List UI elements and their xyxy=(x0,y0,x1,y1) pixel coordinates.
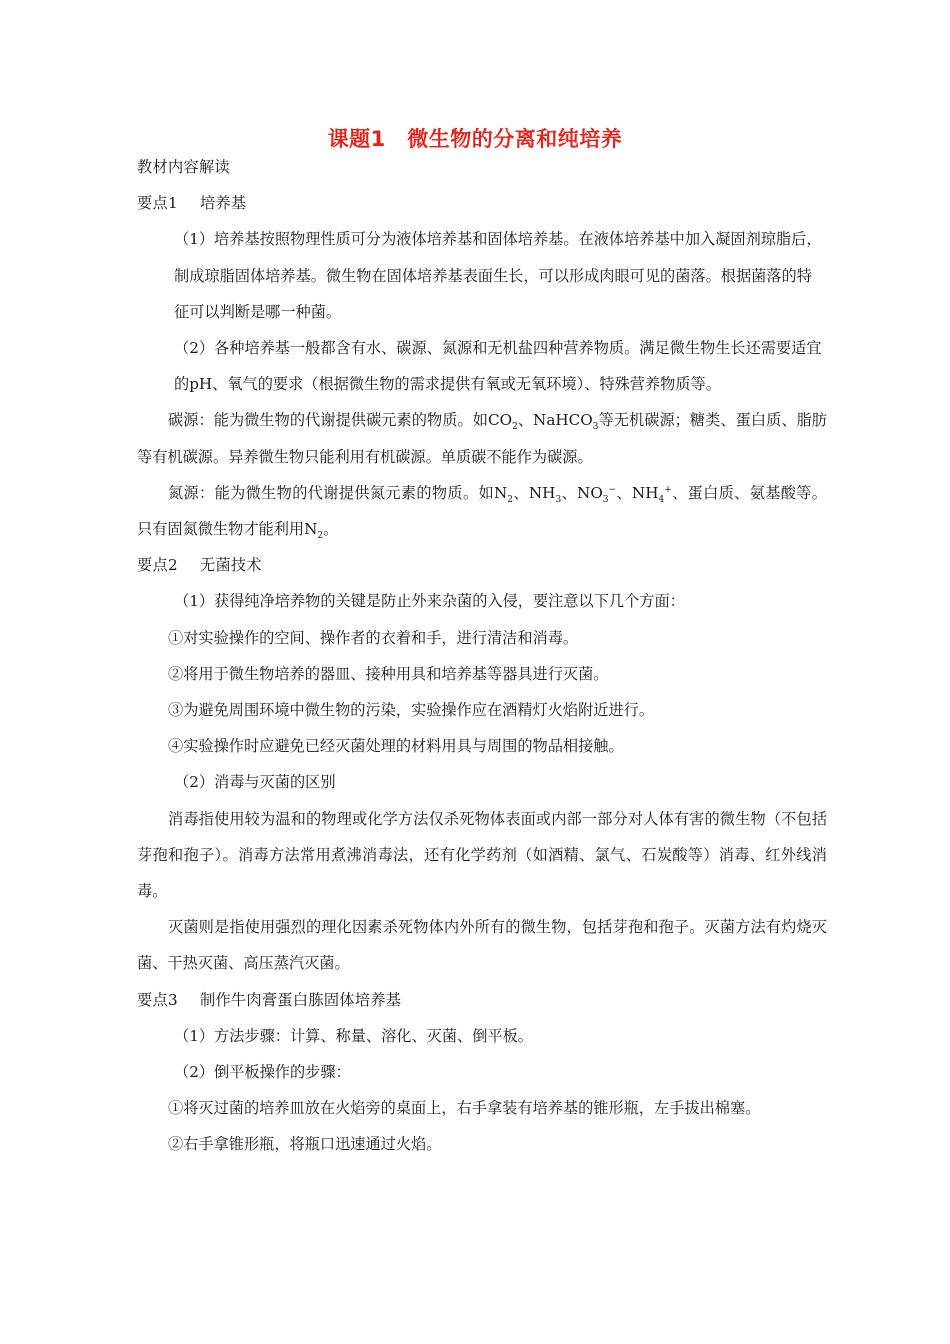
nitrogen-source-paragraph: 氮源：能为微生物的代谢提供氮元素的物质。如$N_2$、$NH_3$、$NO_3^-$、$NH_4^+$、蛋白质、氨基酸等。只有固氮微生物才能利用$N_2$。 xyxy=(137,483,827,542)
point3-label: 要点3 xyxy=(137,990,178,1009)
list-item: ①将灭过菌的培养皿放在火焰旁的桌面上，右手拿装有培养基的锥形瓶，左手拔出棉塞。 xyxy=(168,1099,761,1118)
point3-name: 制作牛肉膏蛋白胨固体培养基 xyxy=(199,990,402,1009)
section-heading: 教材内容解读 xyxy=(137,158,230,176)
point3-heading xyxy=(137,982,827,1018)
page-title: 课题1 微生物的分离和纯培养 xyxy=(327,127,623,151)
point1-label: 要点1 xyxy=(137,194,178,213)
point1-paragraph-2: （2）各种培养基一般都含有水、碳源、氮源和无机盐四种营养物质。满足微生物生长还需要适宜的pH、氧气的要求（根据微生物的需求提供有氧或无氧环境）、特殊营养物质等。 xyxy=(174,339,822,394)
point2-paragraph-2: （2）消毒与灭菌的区别 xyxy=(174,773,336,792)
carbon-source-paragraph: 碳源：能为微生物的代谢提供碳元素的物质。如$CO_2$、NaHCO$_3$等无机碳源；糖类、蛋白质、脂肪等有机碳源。异养微生物只能利用有机碳源。单质碳不能作为碳源。 xyxy=(137,411,827,466)
point2-label: 要点2 xyxy=(137,556,178,575)
list-item: ④实验操作时应避免已经灭菌处理的材料用具与周围的物品相接触。 xyxy=(168,737,624,756)
point1-heading xyxy=(137,185,827,221)
list-item: ②右手拿锥形瓶，将瓶口迅速通过火焰。 xyxy=(168,1135,442,1154)
list-item: ③为避免周围环境中微生物的污染，实验操作应在酒精灯火焰附近进行。 xyxy=(168,701,654,720)
point3-paragraph-1: （1）方法步骤：计算、称量、溶化、灭菌、倒平板。 xyxy=(174,1026,533,1045)
point1-name: 培养基 xyxy=(199,194,247,213)
point3-paragraph-2: （2）倒平板操作的步骤： xyxy=(174,1063,351,1082)
list-item: ②将用于微生物培养的器皿、接种用具和培养基等器具进行灭菌。 xyxy=(168,664,609,683)
point1-paragraph-1: （1）培养基按照物理性质可分为液体培养基和固体培养基。在液体培养基中加入凝固剂琼脂后，制成琼脂固体培养基。微生物在固体培养基表面生长，可以形成肉眼可见的菌落。根据菌落的特征可以判断是哪一种菌。 xyxy=(174,230,822,321)
disinfection-paragraph: 消毒指使用较为温和的物理或化学方法仅杀死物体表面或内部一部分对人体有害的微生物（不包括芽孢和孢子）。消毒方法常用煮沸消毒法，还有化学药剂（如酒精、氯气、石炭酸等）消毒、红外线消毒。 xyxy=(137,809,827,901)
point2-heading xyxy=(137,547,827,583)
point2-paragraph-1: （1）获得纯净培养物的关键是防止外来杂菌的入侵，要注意以下几个方面： xyxy=(174,592,685,611)
point2-name: 无菌技术 xyxy=(199,556,262,575)
sterilization-paragraph: 灭菌则是指使用强烈的理化因素杀死物体内外所有的微生物，包括芽孢和孢子。灭菌方法有灼烧灭菌、干热灭菌、高压蒸汽灭菌。 xyxy=(137,918,827,973)
document-body xyxy=(137,149,827,1163)
list-item: ①对实验操作的空间、操作者的衣着和手，进行清洁和消毒。 xyxy=(168,628,579,647)
